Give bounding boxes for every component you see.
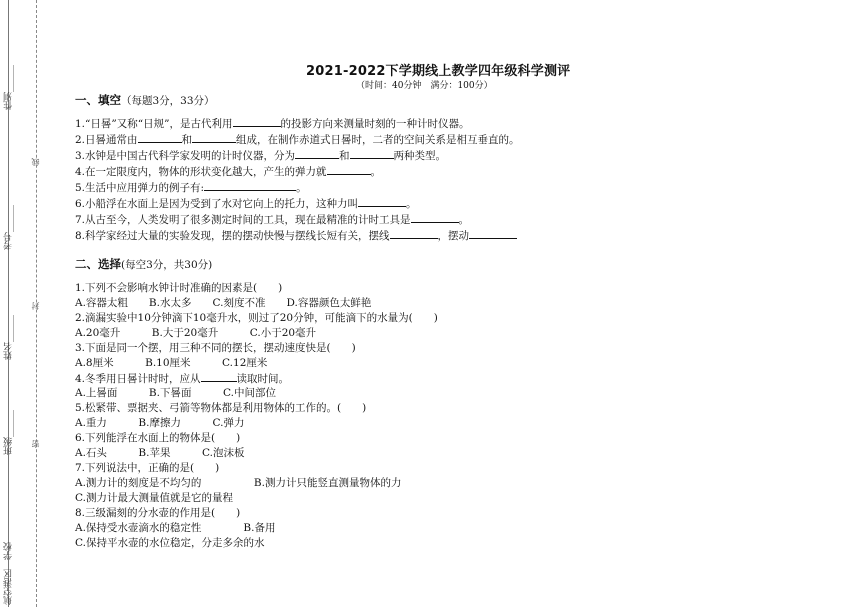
mc-options-8a[interactable]: A.保持受水壶滴水的稳定性 B.备用: [75, 522, 276, 534]
answer-blank[interactable]: [204, 179, 296, 191]
mc-question-5: 5.松紧带、票据夹、弓箭等物体都是利用物体的工作的。( ): [75, 402, 367, 414]
mc-options-1[interactable]: A.容器太粗 B.水太多 C.刻度不准 D.容器颜色太鲜艳: [75, 297, 372, 309]
mc-question-3: 3.下面是同一个摆，用三种不同的摆长，摆动速度快是( ): [75, 342, 356, 354]
exam-area-field: 航空港区: [4, 569, 14, 605]
answer-blank[interactable]: [411, 211, 459, 223]
fill-question-7: 7.从古至今，人类发明了很多测定时间的工具，现在最精准的计时工具是 。: [75, 211, 469, 227]
answer-blank[interactable]: [390, 227, 438, 239]
mc-options-3[interactable]: A.8厘米 B.10厘米 C.12厘米: [75, 357, 268, 369]
mc-options-5[interactable]: A.重力 B.摩擦力 C.弹力: [75, 417, 245, 429]
class-field: 班级______: [4, 410, 14, 455]
school-field: 学校: [4, 542, 14, 560]
section2-heading: 二、选择(每空3分，共30分): [75, 257, 213, 271]
seal-mark-line: 线: [31, 158, 40, 166]
mc-question-8: 8.三级漏刻的分水壶的作用是( ): [75, 507, 241, 519]
fill-question-8: 8.科学家经过大量的实验发现，摆的摆动快慢与摆线长短有关，摆线 ，摆动: [75, 227, 517, 243]
mc-options-6[interactable]: A.石头 B.苹果 C.泡沫板: [75, 447, 245, 459]
answer-blank[interactable]: [350, 147, 394, 159]
page-title: 2021-2022下学期线上教学四年级科学测评: [306, 64, 571, 79]
fill-question-4: 4.在一定限度内，物体的形状变化越大，产生的弹力就 。: [75, 163, 381, 179]
mc-options-7a[interactable]: A.测力计的刻度是不均匀的 B.测力计只能竖直测量物体的力: [75, 477, 402, 489]
mc-question-6: 6.下列能浮在水面上的物体是( ): [75, 432, 241, 444]
answer-blank[interactable]: [201, 370, 237, 382]
gender-field: 性别______: [4, 65, 14, 110]
binding-margin: [0, 0, 42, 607]
mc-question-7: 7.下列说法中，正确的是( ): [75, 462, 220, 474]
answer-blank[interactable]: [138, 131, 182, 143]
answer-blank[interactable]: [358, 195, 406, 207]
page-subtitle: （时间：40分钟 满分：100分）: [356, 81, 493, 91]
answer-blank[interactable]: [192, 131, 236, 143]
answer-blank[interactable]: [233, 115, 281, 127]
answer-blank[interactable]: [327, 163, 371, 175]
fill-question-1: 1.“日晷”又称“日规”，是古代利用 的投影方向来测量时刻的一种计时仪器。: [75, 115, 470, 131]
mc-options-8b[interactable]: C.保持平水壶的水位稳定，分走多余的水: [75, 537, 265, 549]
mc-question-4: 4.冬季用日晷计时时，应从 读取时间。: [75, 370, 289, 386]
answer-blank[interactable]: [469, 227, 517, 239]
mc-options-2[interactable]: A.20毫升 B.大于20毫升 C.小于20毫升: [75, 327, 317, 339]
mc-options-4[interactable]: A.上晷面 B.下晷面 C.中间部位: [75, 387, 276, 399]
mc-options-7b[interactable]: C.测力计最大测量值就是它的量程: [75, 492, 233, 504]
seal-mark-secret: 密: [31, 440, 40, 448]
fill-question-3: 3.水钟是中国古代科学家发明的计时仪器，分为 和 两种类型。: [75, 147, 446, 163]
answer-blank[interactable]: [295, 147, 339, 159]
number-field: 考号______: [4, 205, 14, 250]
mc-question-1: 1.下列不会影响水钟计时准确的因素是( ): [75, 282, 283, 294]
fill-question-2: 2.日晷通常由 和 组成，在制作赤道式日晷时，二者的空间关系是相互垂直的。: [75, 131, 520, 147]
mc-question-2: 2.滴漏实验中10分钟滴下10毫升水，则过了20分钟，可能滴下的水量为( ): [75, 312, 438, 324]
section1-heading: 一、填空（每题3分，33分）: [75, 93, 215, 107]
fill-question-5: 5.生活中应用弹力的例子有: 。: [75, 179, 307, 195]
fill-question-6: 6.小船浮在水面上是因为受到了水对它向上的托力，这种力叫 。: [75, 195, 417, 211]
seal-mark-seal: 封: [31, 302, 40, 310]
name-field: 姓名______: [4, 315, 14, 360]
